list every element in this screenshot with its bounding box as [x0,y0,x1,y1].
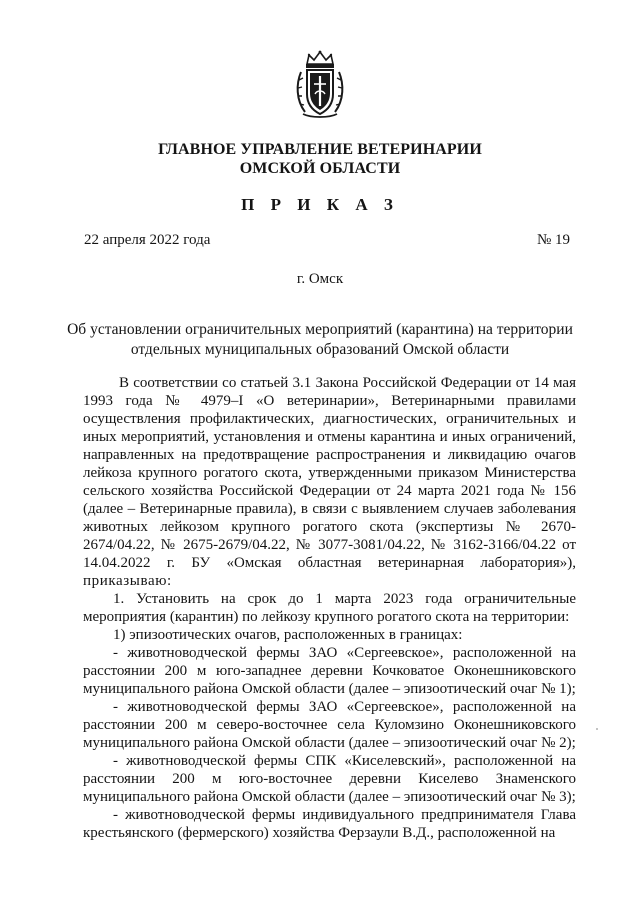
focus-paragraph-3: - животноводческой фермы СПК «Киселевский», расположенной на расстоянии 200 м юго-восточнее деревни Киселево Знаменского муниципального района Омской области (далее – эпизоотический очаг № 3); [83,753,576,805]
document-subject [60,320,580,360]
item-1-paragraph: 1. Установить на срок до 1 марта 2023 года ограничительные мероприятия (карантин) по лейкозу крупного рогатого скота на территории: [83,591,576,625]
focus-paragraph-4: - животноводческой фермы индивидуального предпринимателя Глава крестьянского (фермерского) хозяйства Ферзаули В.Д., расположенной на [83,807,576,841]
subject-line-1: Об установлении ограничительных мероприятий (карантина) на территории [67,321,573,338]
organization-name-line1: ГЛАВНОЕ УПРАВЛЕНИЕ ВЕТЕРИНАРИИ [158,141,482,158]
item-1-1-paragraph: 1) эпизоотических очагов, расположенных в границах: [113,627,463,643]
order-word: приказываю: [83,573,172,589]
document-number: № 19 [536,232,570,248]
document-date: 22 апреля 2022 года [84,232,211,248]
focus-paragraph-1: - животноводческой фермы ЗАО «Сергеевское», расположенной на расстоянии 200 м юго-западнее деревни Кочковатое Оконешниковского муниципального района Омской области (далее – эпизоотический очаг № 1); [83,645,576,697]
document-city: г. Омск [296,271,344,287]
document-body [83,374,576,842]
omsk-coat-of-arms-icon [295,50,345,120]
scan-speck [596,728,598,730]
focus-paragraph-2: - животноводческой фермы ЗАО «Сергеевское», расположенной на расстоянии 200 м северо-восточнее села Куломзино Оконешниковского муниципального района Омской области (далее – эпизоотический очаг № 2); [83,699,576,751]
subject-line-2: отдельных муниципальных образований Омской области [130,341,510,358]
organization-name-line2: ОМСКОЙ ОБЛАСТИ [239,160,401,177]
preamble-text: В соответствии со статьей 3.1 Закона Российской Федерации от 14 мая 1993 года № 4979–I «О ветеринарии», Ветеринарными правилами осуществления профилактических, диагностических, ограничительных и иных мероприятий, установления и отмены карантина и иных ограничений, направленных на предотвращение распространения и ликвидацию очагов лейкоза крупного рогатого скота, утвержденными приказом Министерства сельского хозяйства Российской Федерации от 24 марта 2021 года № 156 (далее – Ветеринарные правила), в связи с выявлением случаев заболевания животных лейкозом крупного рогатого скота (экспертизы № 2670-2674/04.22, № 2675-2679/04.22, № 3077-3081/04.22, № 3162-3166/04.22 от 14.04.2022 г. БУ «Омская областная ветеринарная лаборатория»), [83,375,576,571]
preamble-paragraph [83,374,576,590]
document-type-title: П Р И К А З [241,195,399,214]
